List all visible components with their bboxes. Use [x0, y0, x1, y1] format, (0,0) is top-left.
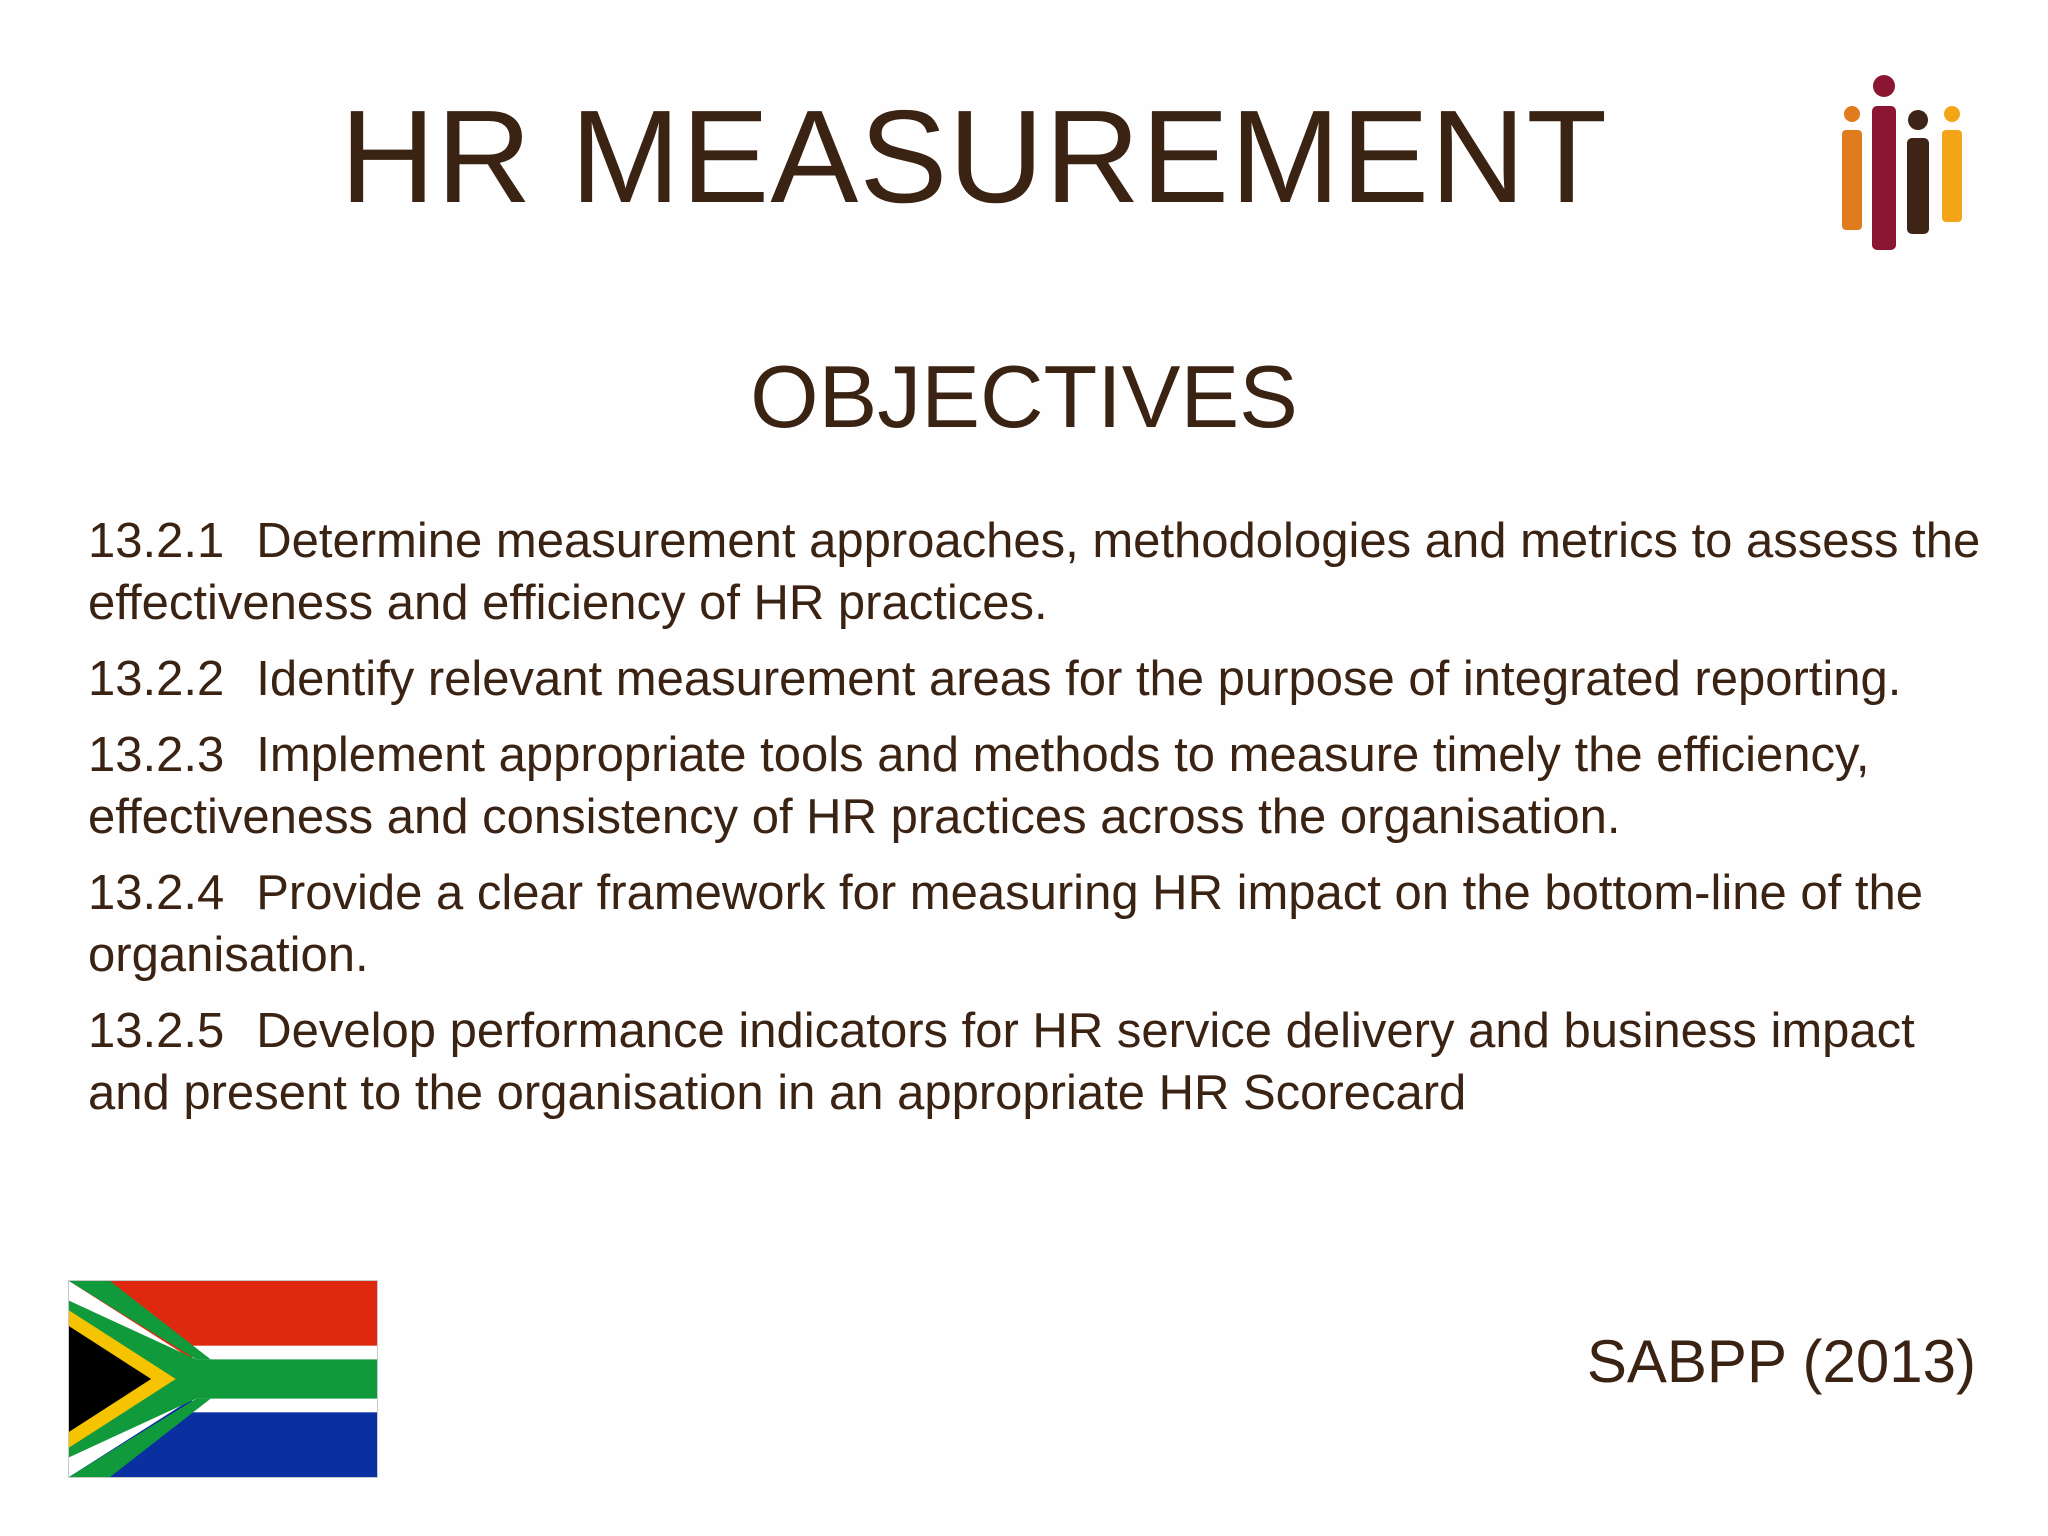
south-africa-flag-icon: [68, 1280, 378, 1478]
objectives-list: [88, 510, 1988, 1138]
section-heading: OBJECTIVES: [750, 347, 1298, 446]
objective-number: 13.2.1: [88, 514, 225, 568]
objective-item: [88, 724, 1988, 848]
objective-item: [88, 1000, 1988, 1124]
sabpp-logo-icon: [1838, 74, 1970, 252]
objective-item: [88, 648, 1988, 710]
objective-text: Determine measurement approaches, methodologies and metrics to assess the effectiveness and efficiency of HR practices.: [88, 514, 1981, 630]
objective-item: [88, 510, 1988, 634]
objective-number: 13.2.4: [88, 866, 225, 920]
objective-text: Implement appropriate tools and methods to measure timely the efficiency, effectiveness and consistency of HR practices across the organisation.: [88, 728, 1870, 844]
objective-text: Provide a clear framework for measuring HR impact on the bottom-line of the organisation.: [88, 866, 1923, 982]
objective-number: 13.2.2: [88, 652, 225, 706]
objective-text: Identify relevant measurement areas for the purpose of integrated reporting.: [256, 652, 1902, 706]
source-citation: SABPP (2013): [1586, 1328, 1976, 1395]
objective-number: 13.2.3: [88, 728, 225, 782]
slide-title: HR MEASUREMENT: [340, 83, 1609, 230]
objective-text: Develop performance indicators for HR service delivery and business impact and present to the organisation in an appropriate HR Scorecard: [88, 1004, 1915, 1120]
objective-number: 13.2.5: [88, 1004, 225, 1058]
objective-item: [88, 862, 1988, 986]
